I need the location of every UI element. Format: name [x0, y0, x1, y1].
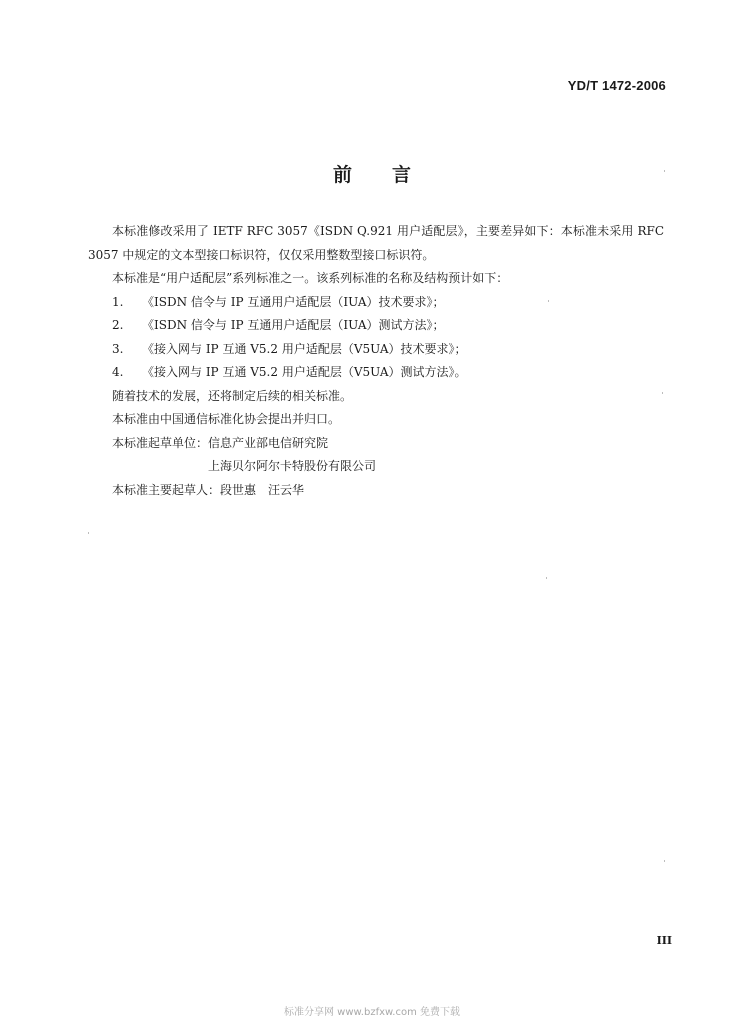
scan-speck: [548, 300, 549, 302]
list-item-number: 1.: [112, 294, 124, 309]
paragraph-future-standards: 随着技术的发展，还将制定后续的相关标准。: [112, 388, 353, 403]
list-item-text: 《ISDN 信令与 IP 互通用户适配层（IUA）技术要求》；: [142, 294, 445, 309]
list-item: [88, 361, 664, 385]
list-item-text: 《接入网与 IP 互通 V5.2 用户适配层（V5UA）技术要求》；: [142, 341, 467, 356]
page-title: 前言: [332, 164, 451, 186]
list-item: [88, 291, 664, 315]
drafting-unit: 信息产业部电信研究院: [208, 435, 329, 450]
list-item-number: 4.: [112, 365, 124, 379]
drafting-units: [88, 432, 664, 479]
drafting-units-label: 本标准起草单位：: [112, 435, 209, 450]
scan-speck: [88, 532, 89, 534]
scan-speck: [662, 392, 663, 394]
list-item-number: 3.: [112, 341, 124, 356]
series-list: [88, 291, 664, 385]
scan-speck: [664, 170, 665, 172]
list-item: [88, 338, 664, 362]
paragraph-proposer: 本标准由中国通信标准化协会提出并归口。: [112, 412, 341, 426]
document-code: YD/T 1472-2006: [567, 78, 666, 93]
page-number: III: [656, 934, 672, 947]
foreword-body: [88, 220, 664, 502]
list-item-text: 《ISDN 信令与 IP 互通用户适配层（IUA）测试方法》；: [142, 318, 445, 332]
drafting-units-list: [208, 432, 376, 479]
list-item-text: 《接入网与 IP 互通 V5.2 用户适配层（V5UA）测试方法》。: [142, 365, 467, 379]
scan-speck: [664, 860, 665, 862]
scan-speck: [546, 577, 547, 579]
paragraph-modification: 本标准修改采用了 IETF RFC 3057《ISDN Q.921 用户适配层》，主要差异如下：本标准未采用 RFC 3057 中规定的文本型接口标识符，仅仅采用整数型接口标识符。: [88, 224, 664, 262]
paragraph-series-intro: 本标准是“用户适配层”系列标准之一。该系列标准的名称及结构预计如下：: [112, 271, 509, 285]
paragraph-drafters: 本标准主要起草人：段世惠 汪云华: [112, 482, 305, 497]
drafting-unit: 上海贝尔阿尔卡特股份有限公司: [208, 459, 377, 473]
list-item: [88, 314, 664, 338]
list-item-number: 2.: [112, 318, 124, 332]
watermark-text: 标准分享网 www.bzfxw.com 免费下载: [284, 1007, 460, 1018]
